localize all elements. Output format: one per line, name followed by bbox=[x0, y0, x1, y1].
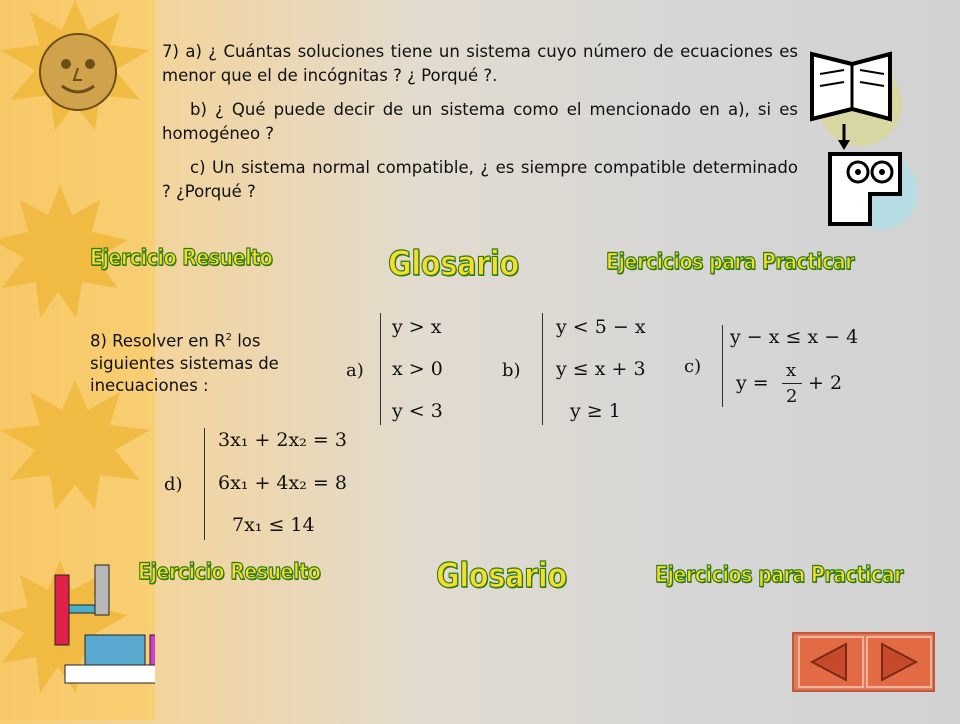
system-a-line-2: x > 0 bbox=[392, 358, 443, 380]
system-d-line-1: 3x₁ + 2x₂ = 3 bbox=[218, 429, 347, 451]
system-c-label: c) bbox=[684, 356, 702, 377]
question-8-suffix: los siguientes sistemas de inecuaciones : bbox=[90, 331, 279, 395]
system-d-label: d) bbox=[164, 474, 183, 495]
system-a-line-1: y > x bbox=[392, 316, 442, 338]
navigation-bar bbox=[792, 632, 935, 692]
system-d-line-3: 7x₁ ≤ 14 bbox=[232, 514, 315, 536]
question-8-prefix: 8) Resolver en R bbox=[90, 331, 226, 351]
book-reader-icon bbox=[800, 44, 920, 234]
triangle-right-icon bbox=[868, 638, 930, 686]
link-ejercicio-resuelto-top[interactable]: Ejercicio Resuelto bbox=[90, 246, 273, 271]
triangle-left-icon bbox=[800, 638, 862, 686]
system-c-brace bbox=[722, 325, 723, 407]
system-c-fraction-bar bbox=[782, 383, 802, 384]
sun-face-icon bbox=[40, 34, 116, 110]
link-glosario-bottom[interactable]: Glosario bbox=[436, 556, 567, 596]
system-b-line-1: y < 5 − x bbox=[556, 316, 646, 338]
system-c-y-equals: y = bbox=[736, 372, 769, 394]
system-a-label: a) bbox=[346, 360, 364, 381]
system-a-line-3: y < 3 bbox=[392, 400, 443, 422]
next-button[interactable] bbox=[866, 636, 932, 688]
link-ejercicios-practicar-bottom[interactable]: Ejercicios para Practicar bbox=[655, 563, 904, 588]
system-d-line-2: 6x₁ + 4x₂ = 8 bbox=[218, 472, 347, 494]
question-7a: 7) a) ¿ Cuántas soluciones tiene un sistema cuyo número de ecuaciones es menor que el de incógnitas ? ¿ Porqué ?. bbox=[162, 42, 798, 85]
system-b-brace bbox=[542, 313, 543, 425]
system-c-frac-den: 2 bbox=[786, 386, 798, 407]
system-d-brace bbox=[204, 428, 205, 540]
question-8-exponent: 2 bbox=[225, 332, 232, 343]
system-c-plus-two: + 2 bbox=[808, 372, 843, 394]
link-glosario-top[interactable]: Glosario bbox=[388, 244, 519, 284]
previous-button[interactable] bbox=[798, 636, 864, 688]
system-b-label: b) bbox=[502, 360, 521, 381]
system-b-line-2: y ≤ x + 3 bbox=[556, 358, 646, 380]
question-7b: b) ¿ Qué puede decir de un sistema como el mencionado en a), si es homogéneo ? bbox=[162, 100, 798, 143]
system-a-brace bbox=[380, 313, 381, 425]
question-7c: c) Un sistema normal compatible, ¿ es siempre compatible determinado ? ¿Porqué ? bbox=[162, 158, 798, 201]
link-ejercicios-practicar-top[interactable]: Ejercicios para Practicar bbox=[606, 250, 855, 275]
system-c-line-1: y − x ≤ x − 4 bbox=[730, 326, 859, 348]
system-c-frac-num: x bbox=[786, 360, 797, 381]
question-8 bbox=[90, 327, 300, 397]
system-b-line-3: y ≥ 1 bbox=[570, 400, 621, 422]
link-ejercicio-resuelto-bottom[interactable]: Ejercicio Resuelto bbox=[138, 560, 321, 585]
question-7 bbox=[162, 40, 798, 214]
